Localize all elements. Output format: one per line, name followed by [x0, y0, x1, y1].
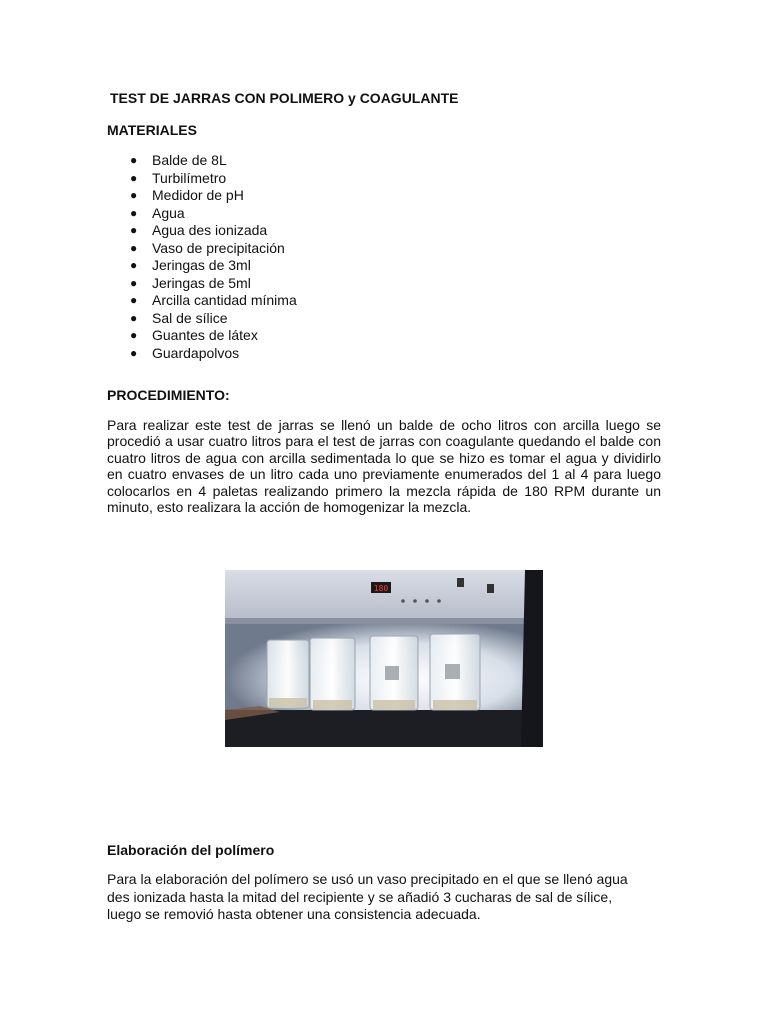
bullet-icon: ●	[130, 345, 138, 360]
list-item-text: Guardapolvos	[152, 344, 240, 361]
beaker-3	[370, 636, 418, 710]
list-item	[128, 257, 297, 275]
beaker-4	[430, 634, 480, 710]
bullet-icon: ●	[130, 275, 138, 290]
control-dot	[413, 599, 417, 603]
bullet-icon: ●	[130, 240, 138, 255]
list-item	[128, 345, 297, 363]
list-item-text: Agua des ionizada	[152, 222, 268, 238]
bullet-icon: ●	[130, 170, 138, 185]
list-item-text: Vaso de precipitación	[152, 239, 285, 256]
control-dot	[437, 599, 441, 603]
list-item	[128, 310, 297, 328]
list-item-text: Arcilla cantidad mínima	[152, 292, 297, 308]
jar-test-photo	[225, 570, 543, 747]
bullet-icon: ●	[130, 188, 138, 202]
list-item-text: Agua	[152, 204, 185, 221]
control-dot	[401, 599, 405, 603]
bullet-icon: ●	[130, 223, 138, 237]
list-item	[128, 240, 297, 258]
polymer-heading: Elaboración del polímero	[107, 842, 275, 858]
procedure-heading: PROCEDIMIENTO:	[107, 387, 230, 403]
bullet-icon: ●	[130, 293, 138, 307]
materials-heading: MATERIALES	[107, 122, 197, 138]
list-item	[128, 187, 297, 205]
procedure-paragraph: Para realizar este test de jarras se llenó un balde de ocho litros con arcilla luego se procedió a usar cuatro litros para el test de jarras con coagulante quedando el balde con cuatro litros de agua con arcilla sedimentada lo que se hizo es tomar el agua y dividirlo en cuatro envases de un litro cada uno previamente enumerados del 1 al 4 para luego colocarlos en 4 paletas realizando primero la mezcla rápida de 180 RPM durante un minuto, esto realizara la acción de homogenizar la mezcla.	[107, 417, 661, 516]
list-item-text: Guantes de látex	[152, 327, 258, 343]
power-switch	[457, 578, 464, 587]
bullet-icon: ●	[130, 258, 138, 272]
polymer-paragraph: Para la elaboración del polímero se usó un vaso precipitado en el que se llenó agua des ionizada hasta la mitad del recipiente y se añadió 3 cucharas de sal de sílice, luego se removió hasta obtener una consistencia adecuada.	[107, 871, 628, 922]
list-item	[128, 327, 297, 345]
list-item-text: Turbilímetro	[152, 169, 227, 186]
device-ledge	[225, 618, 525, 624]
list-item-text: Jeringas de 5ml	[152, 274, 251, 291]
rpm-display-value: 180	[373, 584, 389, 593]
list-item-text: Sal de sílice	[152, 309, 228, 326]
bullet-icon: ●	[130, 310, 138, 325]
list-item	[128, 152, 297, 170]
list-item-text: Medidor de pH	[152, 187, 244, 203]
device-panel	[225, 570, 525, 620]
document-title: TEST DE JARRAS CON POLIMERO y COAGULANTE	[110, 90, 459, 106]
materials-list	[128, 152, 297, 362]
list-item	[128, 222, 297, 240]
list-item-text: Jeringas de 3ml	[152, 257, 251, 273]
bullet-icon: ●	[130, 153, 138, 167]
control-dot	[425, 599, 429, 603]
device-base	[225, 710, 543, 747]
beaker-1	[267, 640, 309, 708]
list-item	[128, 292, 297, 310]
jar-test-illustration	[225, 570, 543, 747]
light-switch	[487, 584, 494, 593]
beaker-2	[310, 638, 355, 710]
list-item	[128, 275, 297, 293]
list-item	[128, 170, 297, 188]
bullet-icon: ●	[130, 328, 138, 342]
list-item	[128, 205, 297, 223]
list-item-text: Balde de 8L	[152, 152, 227, 168]
bullet-icon: ●	[130, 205, 138, 220]
